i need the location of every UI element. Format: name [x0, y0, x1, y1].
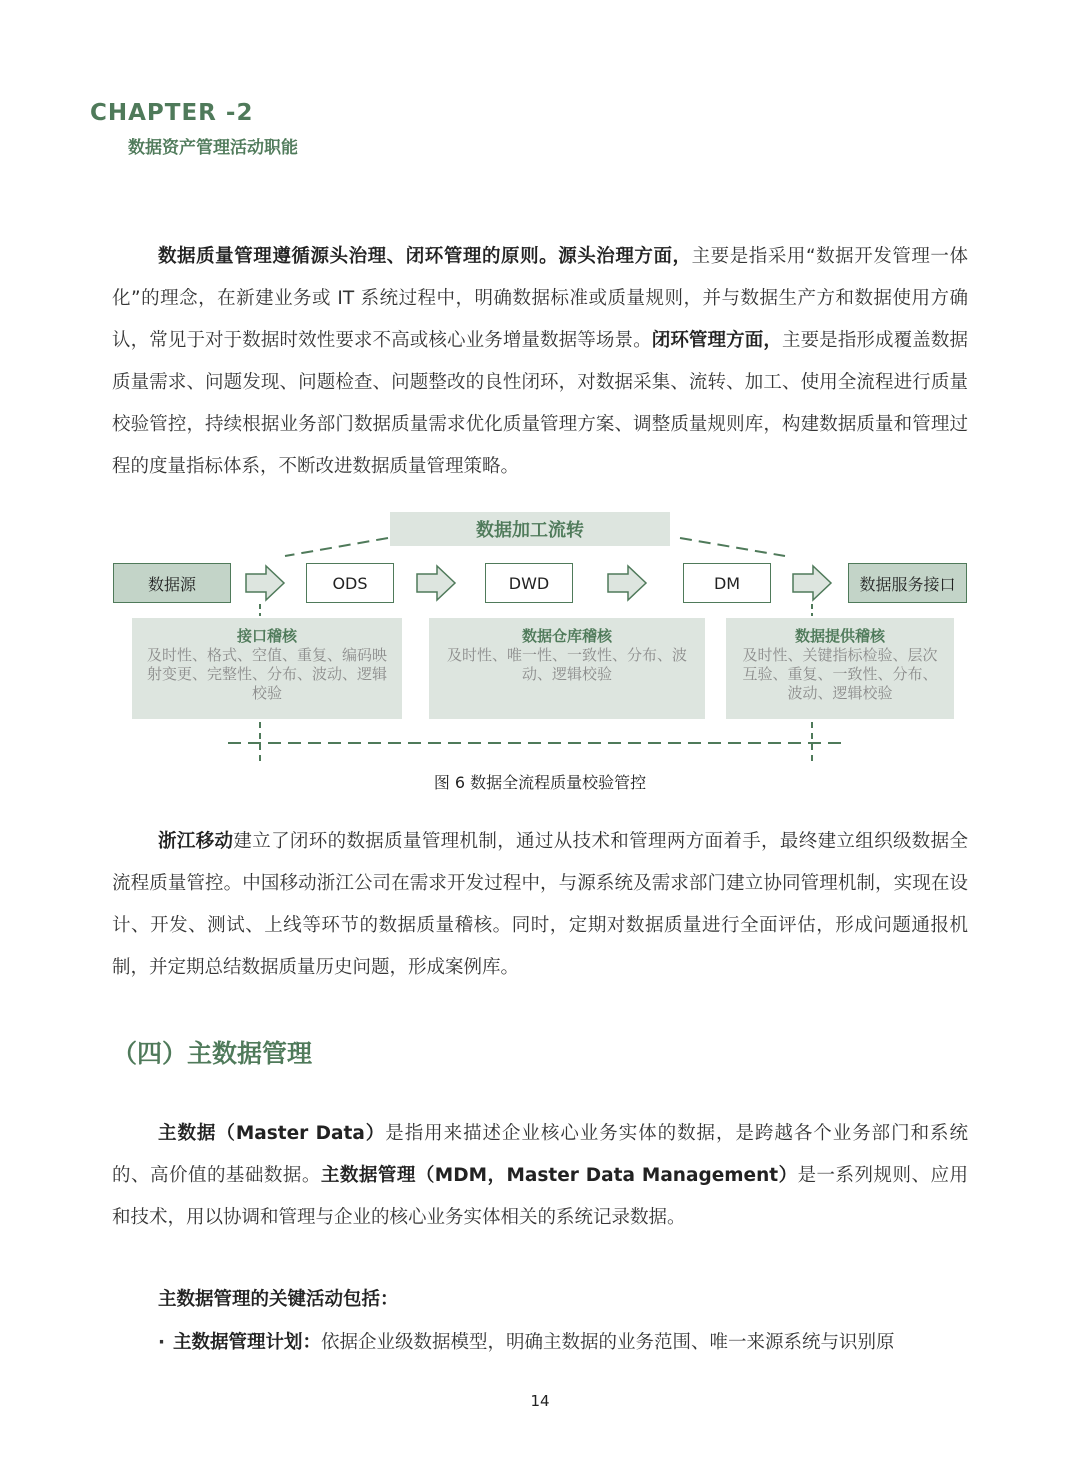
paragraph-zhejiang-mobile: [112, 821, 968, 989]
paragraph-master-data: [112, 1113, 968, 1239]
bold-phrase: 数据质量管理遵循源头治理、闭环管理的原则。源头治理方面，: [158, 246, 692, 267]
dashed-connector: [680, 538, 785, 556]
bold-phrase: 主数据（Master Data）: [158, 1123, 386, 1144]
bold-phrase: 主数据管理计划：: [173, 1332, 322, 1353]
paragraph-text: 主要是指采用“数据开发管理一体化”的理念，在新建业务或 IT 系统过程中，明确数据标准或质量规则，并与数据生产方和数据使用方确认，常见于对于数据时效性要求不高或核心业务增量数据等场景。: [112, 246, 968, 351]
list-item: [158, 1322, 978, 1364]
paragraph-text: 主要是指形成覆盖数据质量需求、问题发现、问题检查、问题整改的良性闭环，对数据采集、流转、加工、使用全流程进行质量校验管控，持续根据业务部门数据质量需求优化质量管理方案、调整质量规则库，构建数据质量和管理过程的度量指标体系，不断改进数据质量管理策略。: [112, 330, 968, 477]
figure-caption: 图 6 数据全流程质量校验管控: [433, 773, 647, 792]
page-number: 14: [530, 1392, 550, 1410]
stage-data-service-interface: 数据服务接口: [848, 563, 967, 603]
arrow-icon: [608, 566, 646, 600]
activities-label: 主数据管理的关键活动包括：: [158, 1289, 399, 1310]
stage-ods: ODS: [306, 563, 394, 603]
stage-dm: DM: [683, 563, 771, 603]
check-warehouse: [429, 618, 705, 719]
list-item-text: 依据企业级数据模型，明确主数据的业务范围、唯一来源系统与识别原: [321, 1332, 895, 1353]
flow-title: 数据加工流转: [390, 512, 670, 546]
quality-flow-diagram: [0, 500, 1080, 770]
arrow-icon: [793, 566, 831, 600]
paragraph-text: 是一系列规则、应用和技术，用以协调和管理与企业的核心业务实体相关的系统记录数据。: [112, 1165, 968, 1228]
paragraph-quality-principles: [112, 236, 968, 488]
check-title: 数据提供稽核: [794, 627, 885, 645]
bold-phrase: 闭环管理方面，: [651, 330, 782, 351]
arrow-icon: [246, 566, 284, 600]
chapter-label: CHAPTER -2: [90, 100, 254, 126]
arrow-icon: [417, 566, 455, 600]
check-description: 及时性、格式、空值、重复、编码映射变更、完整性、分布、波动、逻辑校验: [146, 646, 387, 702]
paragraph-text: 建立了闭环的数据质量管理机制，通过从技术和管理两方面着手，最终建立组织级数据全流程质量管控。中国移动浙江公司在需求开发过程中，与源系统及需求部门建立协同管理机制，实现在设计、开发、测试、上线等环节的数据质量稽核。同时，定期对数据质量进行全面评估，形成问题通报机制，并定期总结数据质量历史问题，形成案例库。: [112, 831, 968, 978]
chapter-subtitle: 数据资产管理活动职能: [128, 138, 298, 158]
bold-phrase: 主数据管理（MDM，Master Data Management）: [320, 1165, 798, 1186]
stage-data-source: 数据源: [113, 563, 231, 603]
paragraph-text: 是指用来描述企业核心业务实体的数据，是跨越各个业务部门和系统的、高价值的基础数据。: [112, 1123, 968, 1186]
check-interface: [132, 618, 402, 719]
check-title: 数据仓库稽核: [521, 627, 612, 645]
check-description: 及时性、关键指标检验、层次互验、重复、一致性、分布、波动、逻辑校验: [742, 646, 938, 702]
dashed-connector: [285, 538, 388, 556]
section-heading: （四）主数据管理: [112, 1039, 313, 1068]
check-provision: [726, 618, 954, 719]
bullet-mark: ·: [158, 1332, 166, 1353]
stage-dwd: DWD: [485, 563, 573, 603]
bold-phrase: 浙江移动: [158, 831, 234, 852]
check-title: 接口稽核: [236, 627, 297, 645]
check-description: 及时性、唯一性、一致性、分布、波动、逻辑校验: [446, 646, 687, 683]
